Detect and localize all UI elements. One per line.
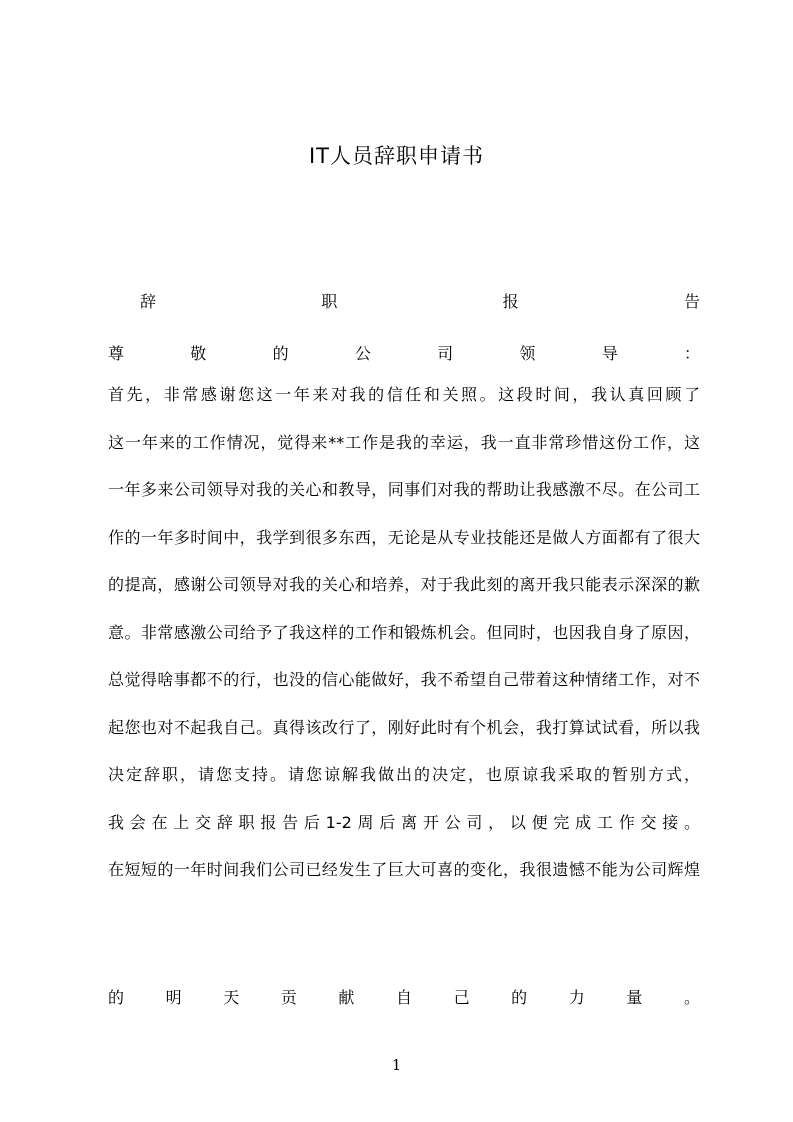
report-heading: [140, 290, 700, 314]
body-line: 我会在上交辞职报告后1-2周后离开公司，以便完成工作交接。: [108, 812, 700, 832]
salutation-char: 的: [272, 344, 289, 363]
closing-char: 自: [395, 988, 412, 1007]
body-line: 决定辞职，请您支持。请您谅解我做出的决定，也原谅我采取的暂别方式，: [108, 765, 700, 784]
body-paragraph: [108, 371, 700, 894]
salutation-char: 领: [519, 344, 536, 363]
body-line: 的提高，感谢公司领导对我的关心和培养，对于我此刻的离开我只能表示深深的歉: [108, 575, 700, 594]
body-line: 在短短的一年时间我们公司已经发生了巨大可喜的变化，我很遗憾不能为公司辉煌: [108, 860, 700, 879]
body-line: 首先，非常感谢您这一年来对我的信任和关照。这段时间，我认真回顾了: [108, 385, 700, 404]
closing-char: 的: [511, 988, 528, 1007]
salutation: [108, 342, 700, 366]
closing-char: 力: [568, 988, 585, 1007]
closing-char: 天: [223, 988, 240, 1007]
salutation-char: 尊: [108, 344, 125, 363]
closing-char: 。: [683, 988, 700, 1007]
closing-char: 的: [108, 988, 125, 1007]
heading-char: 告: [683, 292, 700, 311]
closing-char: 明: [165, 988, 182, 1007]
salutation-char: 敬: [190, 344, 207, 363]
heading-char: 职: [321, 292, 338, 311]
body-line: 总觉得啥事都不的行，也没的信心能做好，我不希望自己带着这种情绪工作，对不: [108, 670, 700, 689]
salutation-char: ：: [683, 344, 700, 363]
body-line: 意。非常感激公司给予了我这样的工作和锻炼机会。但同时，也因我自身了原因，: [108, 622, 700, 642]
page-number: 1: [391, 1056, 402, 1074]
closing-char: 献: [338, 988, 355, 1007]
body-line: 这一年来的工作情况，觉得来**工作是我的幸运，我一直非常珍惜这份工作，这: [108, 432, 700, 452]
body-line: 一年多来公司领导对我的关心和教导，同事们对我的帮助让我感激不尽。在公司工: [108, 480, 700, 499]
closing-char: 己: [453, 988, 470, 1007]
closing-char: 贡: [280, 988, 297, 1007]
closing-char: 量: [626, 988, 643, 1007]
salutation-char: 公: [354, 344, 371, 363]
body-line: 作的一年多时间中，我学到很多东西，无论是从专业技能还是做人方面都有了很大: [108, 527, 700, 547]
body-line: 起您也对不起我自己。真得该改行了，刚好此时有个机会，我打算试试看，所以我: [108, 717, 700, 737]
page-title: IT人员辞职申请书: [308, 144, 485, 168]
salutation-char: 司: [437, 344, 454, 363]
heading-char: 辞: [140, 292, 157, 311]
closing-line: [108, 986, 700, 1010]
salutation-char: 导: [601, 344, 618, 363]
heading-char: 报: [502, 292, 519, 311]
